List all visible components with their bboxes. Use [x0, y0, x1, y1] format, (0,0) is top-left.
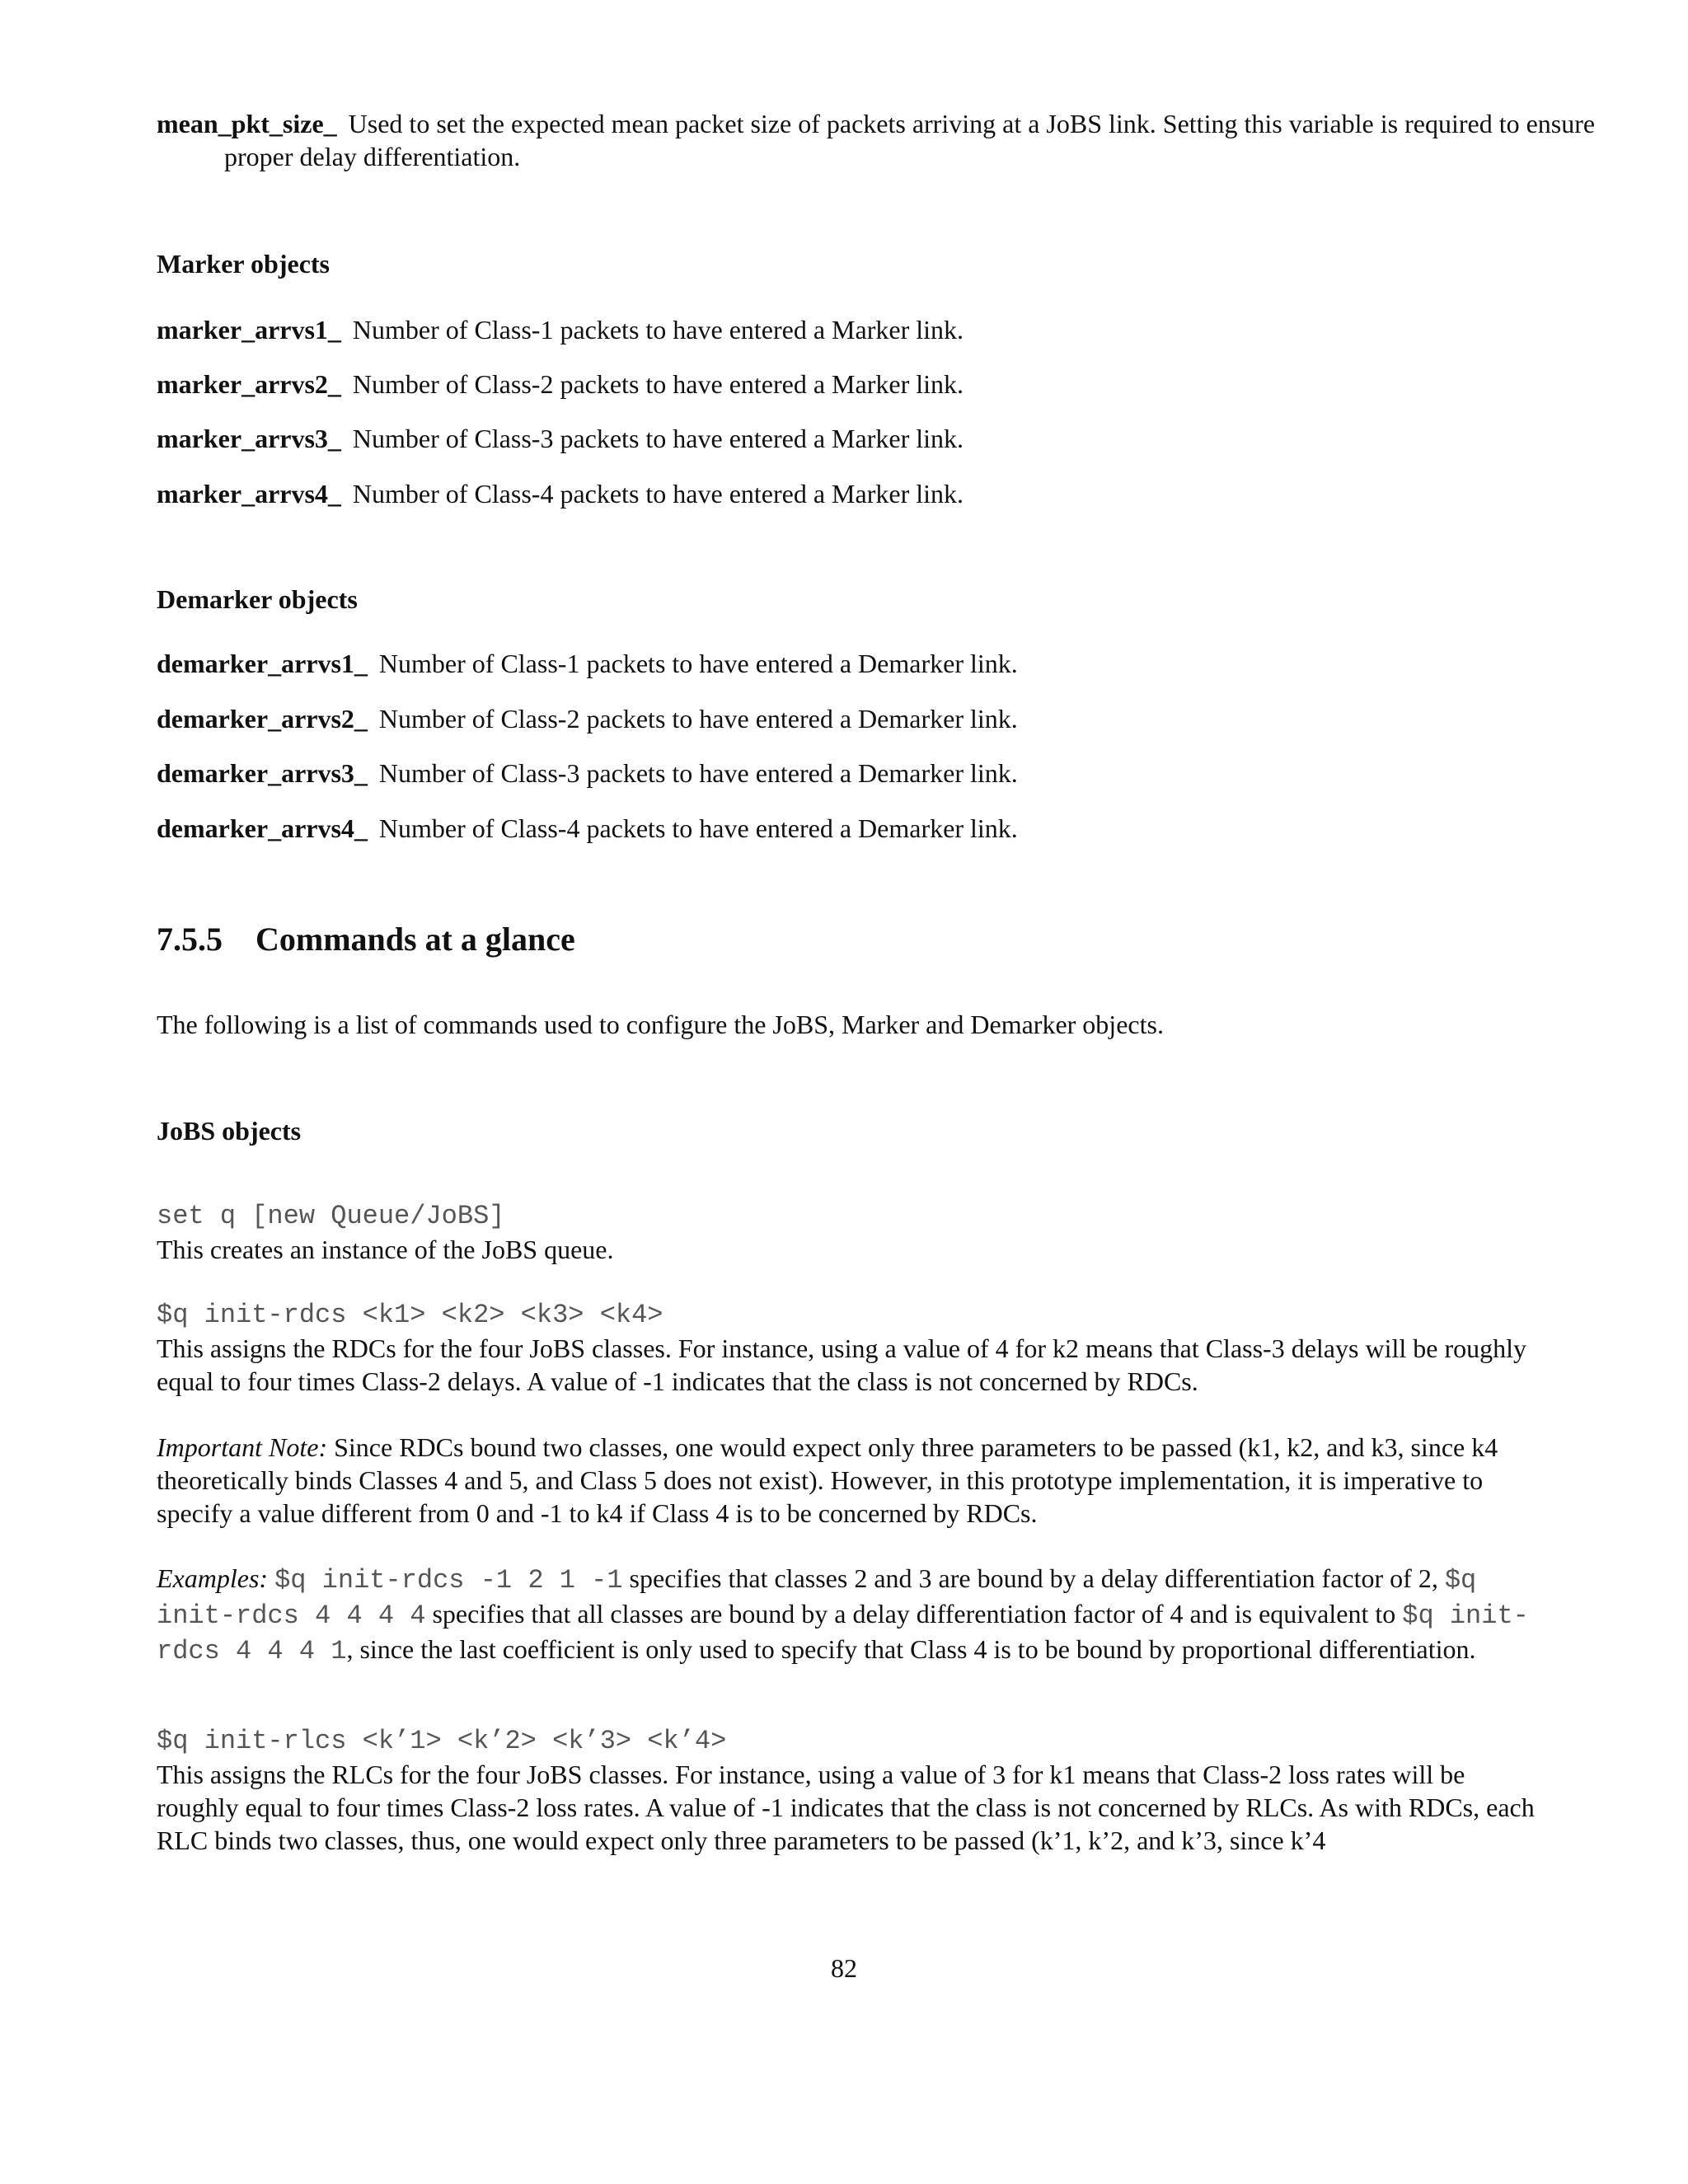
command-code: set q [new Queue/JoBS]	[157, 1201, 505, 1231]
definition-mean-pkt-size	[157, 107, 1609, 173]
definition-demarker-arrvs3	[157, 757, 1541, 790]
section-number: 7.5.5	[157, 921, 223, 958]
definition-marker-arrvs1	[157, 313, 1541, 346]
definition-demarker-arrvs2	[157, 702, 1541, 735]
section-heading	[157, 920, 1541, 959]
subheading-marker-objects: Marker objects	[157, 249, 330, 279]
note-label: Important Note:	[157, 1432, 328, 1462]
section-title: Commands at a glance	[256, 921, 575, 958]
example-code-2: $q init-rdcs 4 4 4 4	[157, 1565, 1477, 1631]
definition-text: Used to set the expected mean packet size of packets arriving at a JoBS link. Setting this variable is required to ensure proper delay differentiation.	[224, 109, 1596, 171]
definition-term: demarker_arrvs1_	[157, 649, 368, 678]
definition-text: Number of Class-2 packets to have entered a Marker link.	[352, 369, 964, 399]
definition-term: marker_arrvs3_	[157, 424, 341, 453]
definition-marker-arrvs4	[157, 477, 1541, 510]
definition-demarker-arrvs4	[157, 812, 1541, 845]
examples-text-2: specifies that all classes are bound by a delay differentiation factor of 4 and is equivalent to	[432, 1599, 1396, 1629]
examples-paragraph	[157, 1562, 1541, 1668]
command-description: This creates an instance of the JoBS queue.	[157, 1235, 614, 1264]
definition-text: Number of Class-4 packets to have entered a Marker link.	[352, 479, 964, 509]
command-block-init-rdcs	[157, 1299, 1541, 1398]
command-code: $q init-rlcs <k’1> <k’2> <k’3> <k’4>	[157, 1726, 727, 1756]
examples-text-1: specifies that classes 2 and 3 are bound by a delay differentiation factor of 2,	[629, 1563, 1438, 1593]
definition-marker-arrvs3	[157, 422, 1541, 455]
section-intro: The following is a list of commands used to configure the JoBS, Marker and Demarker objects.	[157, 1010, 1164, 1039]
command-block-new-queue	[157, 1200, 1541, 1266]
example-code-1: $q init-rdcs -1 2 1 -1	[274, 1565, 623, 1596]
definition-text: Number of Class-1 packets to have entered a Marker link.	[352, 315, 964, 344]
definition-term: demarker_arrvs4_	[157, 813, 368, 843]
subheading-jobs-objects: JoBS objects	[157, 1116, 302, 1146]
definition-text: Number of Class-3 packets to have entered a Marker link.	[352, 424, 964, 453]
definition-text: Number of Class-4 packets to have entered a Demarker link.	[378, 813, 1018, 843]
definition-term: marker_arrvs4_	[157, 479, 341, 509]
command-block-init-rlcs	[157, 1725, 1541, 1857]
definition-demarker-arrvs1	[157, 647, 1541, 680]
definition-term: demarker_arrvs3_	[157, 758, 368, 788]
definition-term: demarker_arrvs2_	[157, 704, 368, 733]
command-description: This assigns the RLCs for the four JoBS classes. For instance, using a value of 3 for k1 means that Class-2 loss rates will be roughly equal to four times Class-2 loss rates. A value of -1 indicates that the class is not concerned by RLCs. As with RDCs, each RLC binds two classes, thus, one would expect only three parameters to be passed (k’1, k’2, and k’3, since k’4	[157, 1760, 1535, 1855]
command-description: This assigns the RDCs for the four JoBS classes. For instance, using a value of 4 for k2 means that Class-3 delays will be roughly equal to four times Class-2 delays. A value of -1 indicates that the class is not concerned by RDCs.	[157, 1333, 1526, 1396]
note-text: Since RDCs bound two classes, one would expect only three parameters to be passed (k1, k2, and k3, since k4 theoretically binds Classes 4 and 5, and Class 5 does not exist). However, in this prototype implementation, it is imperative to specify a value different from 0 and -1 to k4 if Class 4 is to be concerned by RDCs.	[157, 1432, 1498, 1528]
examples-text-3: , since the last coefficient is only used to specify that Class 4 is to be bound by proportional differentiation.	[346, 1634, 1476, 1664]
examples-label: Examples:	[157, 1563, 269, 1593]
definition-text: Number of Class-2 packets to have entered a Demarker link.	[378, 704, 1018, 733]
definition-term: marker_arrvs1_	[157, 315, 341, 344]
important-note-paragraph	[157, 1431, 1541, 1530]
definition-text: Number of Class-1 packets to have entered a Demarker link.	[378, 649, 1018, 678]
definition-term: marker_arrvs2_	[157, 369, 341, 399]
subheading-demarker-objects: Demarker objects	[157, 584, 358, 614]
definition-term: mean_pkt_size_	[157, 109, 337, 138]
example-code-3: $q init-rdcs 4 4 4 1	[157, 1601, 1529, 1666]
definition-text: Number of Class-3 packets to have entered a Demarker link.	[378, 758, 1018, 788]
page-number: 82	[831, 1953, 857, 1983]
definition-marker-arrvs2	[157, 368, 1541, 401]
command-code: $q init-rdcs <k1> <k2> <k3> <k4>	[157, 1300, 663, 1330]
